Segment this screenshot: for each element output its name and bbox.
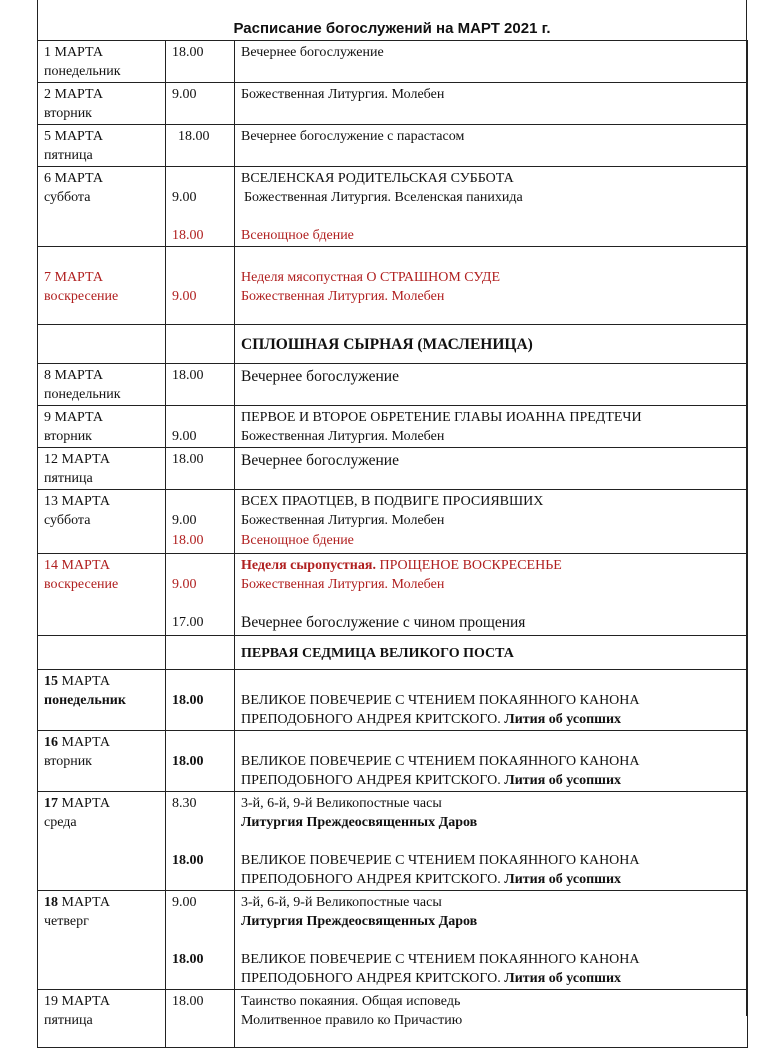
service-line <box>241 771 742 790</box>
time: 17.00 <box>172 615 204 630</box>
litiya: Лития об усопших <box>500 872 622 887</box>
time-cell <box>166 41 235 83</box>
date-month: МАРТА <box>58 895 110 910</box>
section-heading-cell <box>235 325 748 364</box>
time-cell <box>166 670 235 731</box>
table-row <box>38 731 748 792</box>
section-heading-cell <box>235 636 748 670</box>
date: 14 МАРТА <box>44 558 110 573</box>
service: Божественная Литургия. Молебен <box>241 429 445 444</box>
service: Вечернее богослужение с парастасом <box>241 129 465 144</box>
time-cell <box>166 731 235 792</box>
service-cell <box>235 792 748 891</box>
time-cell <box>166 364 235 406</box>
date-cell <box>38 125 166 167</box>
service-line: ВЕЛИКОЕ ПОВЕЧЕРИЕ С ЧТЕНИЕМ ПОКАЯННОГО КАНОНА <box>241 853 640 868</box>
date: 8 МАРТА <box>44 368 103 383</box>
date-cell <box>38 41 166 83</box>
time: 18.00 <box>178 129 210 144</box>
service-line <box>241 710 742 729</box>
date-cell <box>38 406 166 448</box>
service-line <box>241 870 742 889</box>
table-row <box>38 490 748 554</box>
date <box>44 672 160 691</box>
section-heading: СПЛОШНАЯ СЫРНАЯ (МАСЛЕНИЦА) <box>241 336 533 353</box>
service: Вечернее богослужение <box>241 45 384 60</box>
section-heading: ПЕРВАЯ СЕДМИЦА ВЕЛИКОГО ПОСТА <box>241 646 514 661</box>
date: 19 МАРТА <box>44 994 110 1009</box>
date-cell <box>38 990 166 1048</box>
date-cell <box>38 554 166 636</box>
table-row <box>38 406 748 448</box>
weekday: понедельник <box>44 693 126 708</box>
weekday: вторник <box>44 106 92 121</box>
date: 6 МАРТА <box>44 171 103 186</box>
date-cell <box>38 891 166 990</box>
date-number: 16 <box>44 735 58 750</box>
date: 2 МАРТА <box>44 87 103 102</box>
date-number: 18 <box>44 895 58 910</box>
service: Литургия Преждеосвященных Даров <box>241 815 478 830</box>
time: 18.00 <box>172 533 204 548</box>
weekday: пятница <box>44 1013 93 1028</box>
service: Таинство покаяния. Общая исповедь <box>241 994 461 1009</box>
time: 8.30 <box>172 796 197 811</box>
time-cell <box>166 83 235 125</box>
table-row <box>38 990 748 1048</box>
time: 9.00 <box>172 190 197 205</box>
feast: ВСЕЛЕНСКАЯ РОДИТЕЛЬСКАЯ СУББОТА <box>241 171 514 186</box>
date-cell <box>38 247 166 325</box>
service-text: ПРЕПОДОБНОГО АНДРЕЯ КРИТСКОГО. <box>241 773 501 788</box>
weekday: четверг <box>44 914 89 929</box>
time: 18.00 <box>172 45 204 60</box>
date-cell <box>38 670 166 731</box>
date-month: МАРТА <box>58 796 110 811</box>
weekday: вторник <box>44 429 92 444</box>
service-cell <box>235 83 748 125</box>
weekday: вторник <box>44 754 92 769</box>
time: 9.00 <box>172 429 197 444</box>
time: 18.00 <box>172 853 204 868</box>
feast-title: ПРОЩЕНОЕ ВОСКРЕСЕНЬЕ <box>375 558 562 573</box>
date: 13 МАРТА <box>44 494 110 509</box>
date-cell <box>38 490 166 554</box>
table-row <box>38 247 748 325</box>
weekday: пятница <box>44 471 93 486</box>
service-cell <box>235 364 748 406</box>
service-cell <box>235 670 748 731</box>
date: 1 МАРТА <box>44 45 103 60</box>
table-row <box>38 364 748 406</box>
service-cell <box>235 406 748 448</box>
weekday: понедельник <box>44 64 121 79</box>
service: Всенощное бдение <box>241 533 354 548</box>
service-cell <box>235 41 748 83</box>
table-row <box>38 448 748 490</box>
time-cell <box>166 891 235 990</box>
time-cell <box>166 792 235 891</box>
service: Божественная Литургия. Молебен <box>241 87 445 102</box>
time-cell <box>166 125 235 167</box>
time: 18.00 <box>172 952 204 967</box>
date-cell <box>38 364 166 406</box>
service: Божественная Литургия. Вселенская панихида <box>244 190 523 205</box>
date: 12 МАРТА <box>44 452 110 467</box>
service-cell <box>235 554 748 636</box>
service: Литургия Преждеосвященных Даров <box>241 914 478 929</box>
weekday: суббота <box>44 190 91 205</box>
time: 18.00 <box>172 368 204 383</box>
date-number: 17 <box>44 796 58 811</box>
weekday: пятница <box>44 148 93 163</box>
time: 9.00 <box>172 513 197 528</box>
time: 9.00 <box>172 577 197 592</box>
service-cell <box>235 731 748 792</box>
service: Молитвенное правило ко Причастию <box>241 1013 463 1028</box>
service-text: ПРЕПОДОБНОГО АНДРЕЯ КРИТСКОГО. <box>241 712 501 727</box>
service-cell <box>235 448 748 490</box>
time-cell <box>166 990 235 1048</box>
time: 18.00 <box>172 994 204 1009</box>
feast <box>241 556 742 575</box>
weekday: понедельник <box>44 387 121 402</box>
date: 9 МАРТА <box>44 410 103 425</box>
time-cell <box>166 490 235 554</box>
time: 9.00 <box>172 87 197 102</box>
service-line: ВЕЛИКОЕ ПОВЕЧЕРИЕ С ЧТЕНИЕМ ПОКАЯННОГО КАНОНА <box>241 754 640 769</box>
service-cell <box>235 990 748 1048</box>
service-cell <box>235 891 748 990</box>
service: Вечернее богослужение с чином прощения <box>241 614 526 631</box>
table-row <box>38 792 748 891</box>
weekday: воскресение <box>44 289 119 304</box>
feast: ПЕРВОЕ И ВТОРОЕ ОБРЕТЕНИЕ ГЛАВЫ ИОАННА ПРЕДТЕЧИ <box>241 410 642 425</box>
service: Божественная Литургия. Молебен <box>241 577 445 592</box>
service: 3-й, 6-й, 9-й Великопостные часы <box>241 796 442 811</box>
section-row <box>38 636 748 670</box>
feast-name: Неделя сыропустная. <box>241 558 376 573</box>
time-cell <box>166 247 235 325</box>
service-line: ВЕЛИКОЕ ПОВЕЧЕРИЕ С ЧТЕНИЕМ ПОКАЯННОГО КАНОНА <box>241 952 640 967</box>
service-text: ПРЕПОДОБНОГО АНДРЕЯ КРИТСКОГО. <box>241 971 501 986</box>
weekday: воскресение <box>44 577 119 592</box>
date-cell <box>38 731 166 792</box>
table-row <box>38 83 748 125</box>
section-row <box>38 325 748 364</box>
schedule-table <box>37 40 748 1048</box>
weekday: суббота <box>44 513 91 528</box>
service: Вечернее богослужение <box>241 452 399 469</box>
service-line <box>241 969 742 988</box>
service: Божественная Литургия. Молебен <box>241 289 445 304</box>
service: Всенощное бдение <box>241 228 354 243</box>
time: 18.00 <box>172 754 204 769</box>
time-cell <box>166 406 235 448</box>
weekday: среда <box>44 815 77 830</box>
time-cell <box>166 448 235 490</box>
time: 9.00 <box>172 895 197 910</box>
time-cell <box>166 167 235 247</box>
service-text: ПРЕПОДОБНОГО АНДРЕЯ КРИТСКОГО. <box>241 872 501 887</box>
service: Божественная Литургия. Молебен <box>241 513 445 528</box>
date-month: МАРТА <box>58 674 110 689</box>
date-cell <box>38 83 166 125</box>
date-number: 15 <box>44 674 58 689</box>
table-row <box>38 670 748 731</box>
service: Вечернее богослужение <box>241 368 399 385</box>
litiya: Лития об усопших <box>500 773 622 788</box>
litiya: Лития об усопших <box>500 712 622 727</box>
feast: Неделя мясопустная О СТРАШНОМ СУДЕ <box>241 270 501 285</box>
date-cell <box>38 167 166 247</box>
service-cell <box>235 125 748 167</box>
service-cell <box>235 247 748 325</box>
time: 18.00 <box>172 693 204 708</box>
date: 7 МАРТА <box>44 270 103 285</box>
date: 5 МАРТА <box>44 129 103 144</box>
document-title: Расписание богослужений на МАРТ 2021 г. <box>233 20 551 37</box>
time: 9.00 <box>172 289 197 304</box>
table-row <box>38 554 748 636</box>
service-cell <box>235 167 748 247</box>
date <box>44 794 160 813</box>
time: 18.00 <box>172 452 204 467</box>
service-cell <box>235 490 748 554</box>
service: 3-й, 6-й, 9-й Великопостные часы <box>241 895 442 910</box>
table-row <box>38 41 748 83</box>
date <box>44 893 160 912</box>
litiya: Лития об усопших <box>500 971 622 986</box>
service-line: ВЕЛИКОЕ ПОВЕЧЕРИЕ С ЧТЕНИЕМ ПОКАЯННОГО КАНОНА <box>241 693 640 708</box>
table-row <box>38 167 748 247</box>
date-cell <box>38 792 166 891</box>
feast: ВСЕХ ПРАОТЦЕВ, В ПОДВИГЕ ПРОСИЯВШИХ <box>241 494 544 509</box>
date-cell <box>38 448 166 490</box>
time: 18.00 <box>172 228 204 243</box>
date <box>44 733 160 752</box>
date-month: МАРТА <box>58 735 110 750</box>
time-cell <box>166 554 235 636</box>
table-row <box>38 125 748 167</box>
table-row <box>38 891 748 990</box>
